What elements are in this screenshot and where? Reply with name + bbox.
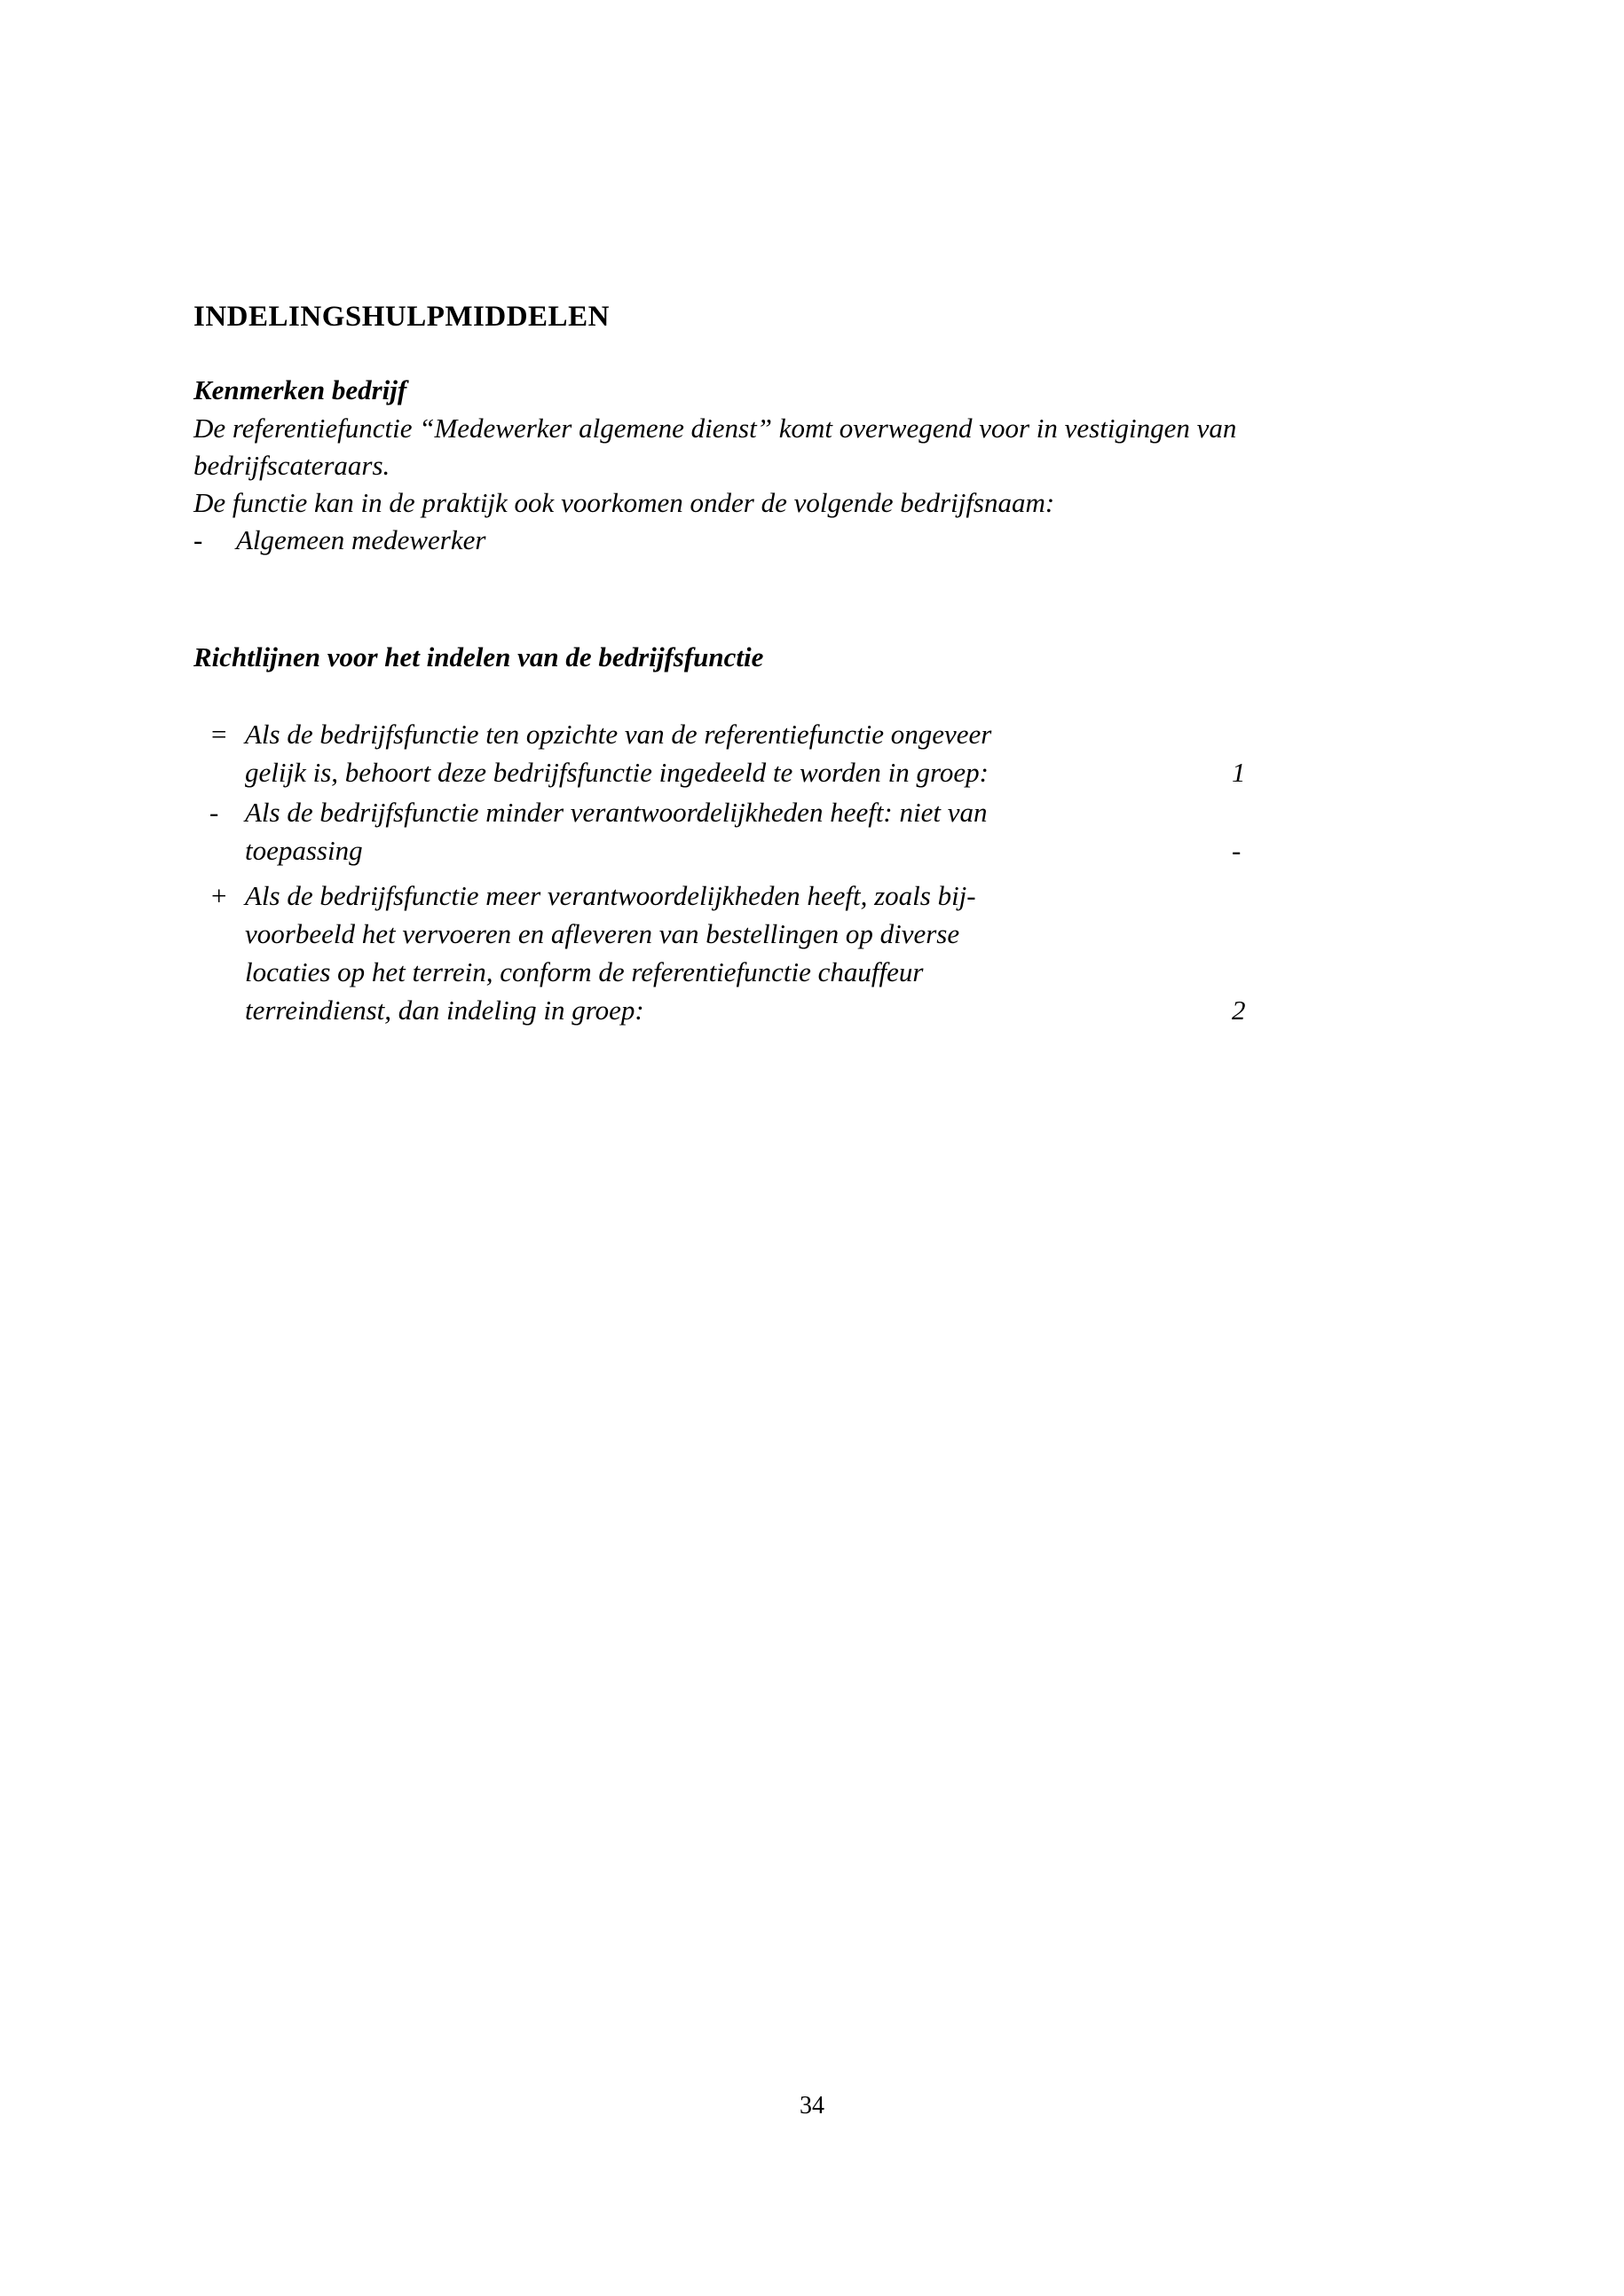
section-heading-kenmerken-bedrijf: Kenmerken bedrijf [193, 374, 407, 405]
guideline-item-plus [193, 877, 1312, 1029]
paragraph-line: De functie kan in de praktijk ook voorkomen onder de volgende bedrijfsnaam: [193, 487, 1055, 518]
guideline-marker-equal: = [209, 719, 228, 750]
kenmerken-paragraph [193, 410, 1236, 559]
section-heading-richtlijnen: Richtlijnen voor het indelen van de bedrijfsfunctie [193, 641, 764, 672]
guidelines-list [193, 715, 1312, 1029]
guideline-line: toepassing [245, 835, 363, 866]
guideline-group-value: - [1232, 835, 1242, 866]
guideline-line: terreindienst, dan indeling in groep: [245, 995, 644, 1026]
guideline-marker-minus: - [209, 797, 219, 828]
page-number: 34 [800, 2092, 824, 2119]
guideline-line: gelijk is, behoort deze bedrijfsfunctie ingedeeld te worden in groep: [245, 757, 989, 788]
guideline-line: Als de bedrijfsfunctie ten opzichte van de referentiefunctie ongeveer [245, 719, 992, 750]
bullet-text: Algemeen medewerker [236, 524, 486, 555]
document-title: INDELINGSHULPMIDDELEN [193, 301, 610, 333]
guideline-line: locaties op het terrein, conform de referentiefunctie chauffeur [245, 956, 924, 987]
guideline-group-value: 2 [1232, 995, 1246, 1026]
guideline-line: voorbeeld het vervoeren en afleveren van bestellingen op diverse [245, 918, 960, 949]
guideline-item-equal [193, 715, 1312, 791]
guideline-group-value: 1 [1232, 757, 1246, 788]
bedrijfsnaam-bullet-item [193, 522, 1236, 559]
guideline-line: Als de bedrijfsfunctie meer verantwoordelijkheden heeft, zoals bij- [245, 880, 976, 911]
guideline-line: Als de bedrijfsfunctie minder verantwoordelijkheden heeft: niet van [245, 797, 988, 828]
paragraph-line: De referentiefunctie “Medewerker algemene dienst” komt overwegend voor in vestigingen van [193, 413, 1237, 444]
bullet-marker: - [193, 524, 203, 555]
guideline-marker-plus: + [209, 880, 228, 911]
guideline-item-minus [193, 793, 1312, 869]
paragraph-line: bedrijfscateraars. [193, 450, 390, 481]
